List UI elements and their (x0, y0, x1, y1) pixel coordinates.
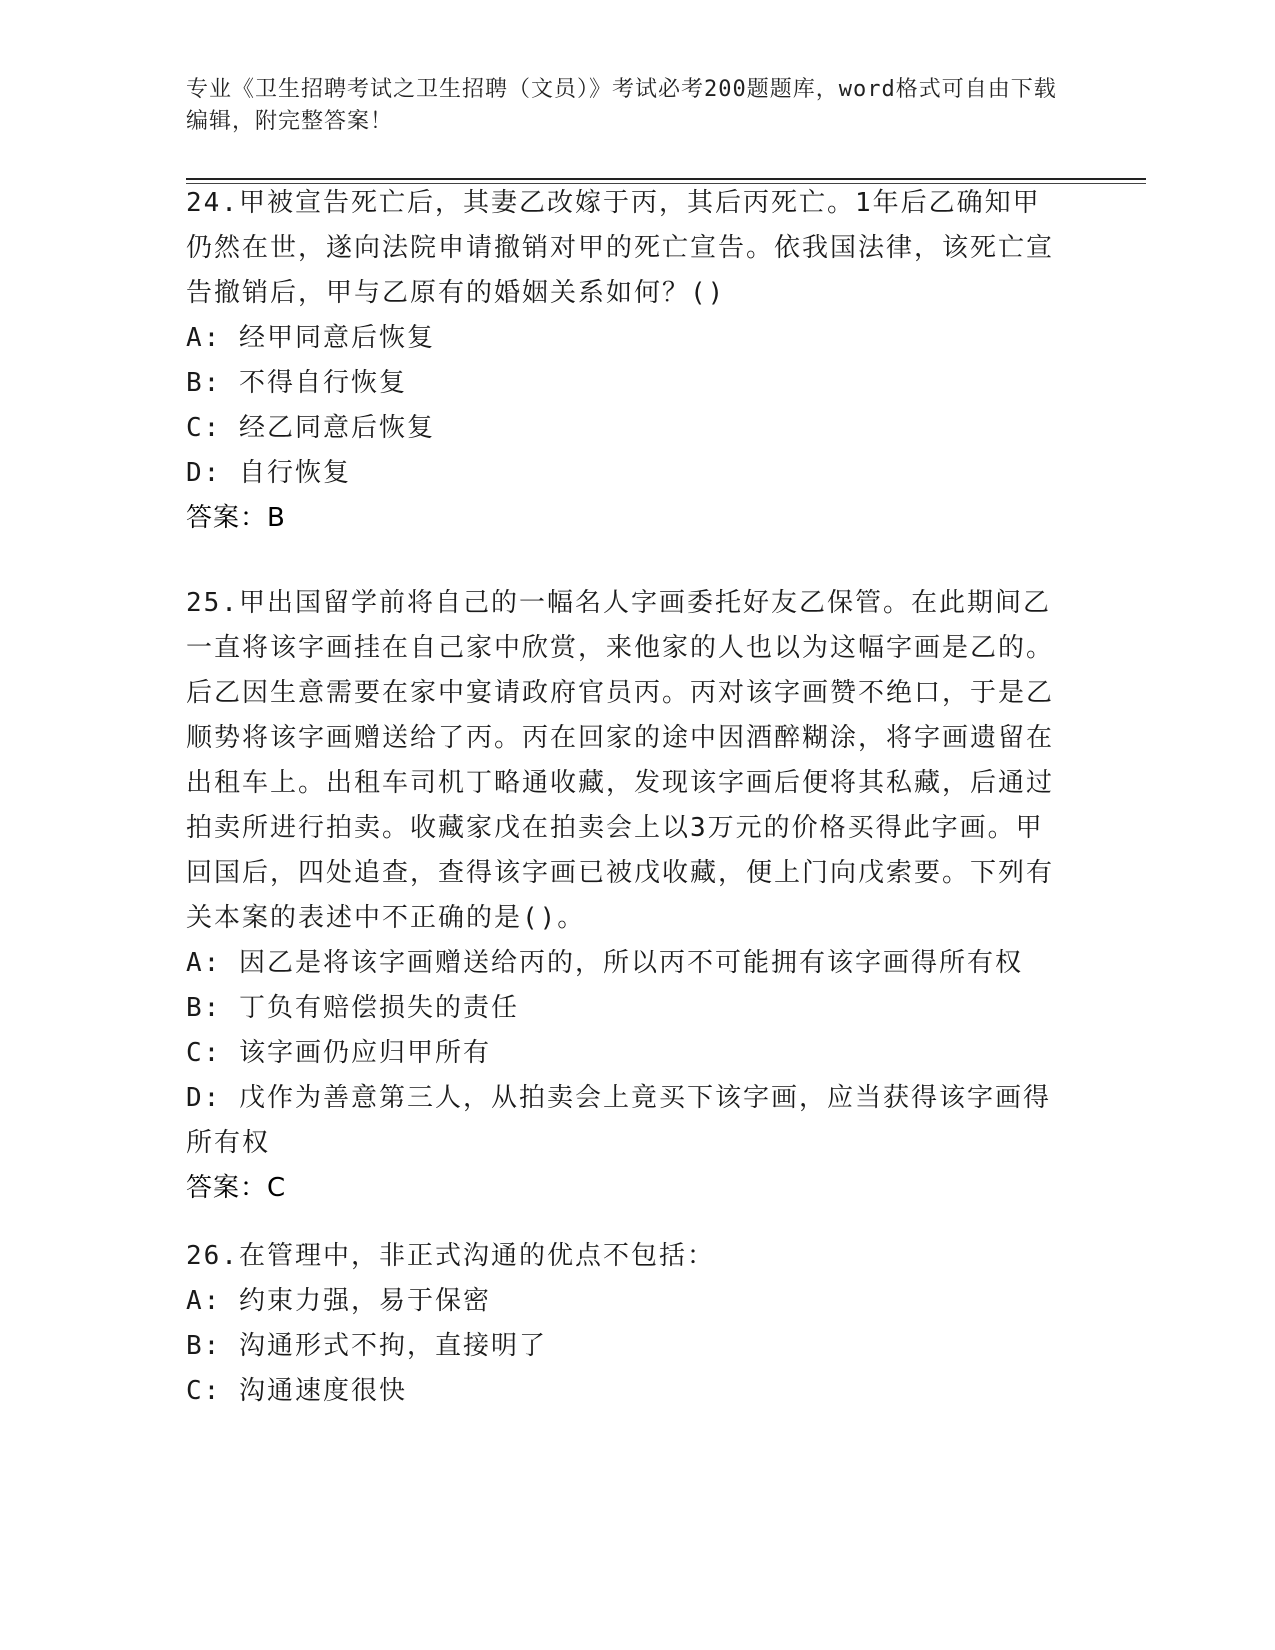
option-a: A: 因乙是将该字画赠送给丙的，所以丙不可能拥有该字画得所有权 (186, 948, 1023, 978)
question-26 (186, 1234, 1066, 1414)
header-rule-thick (186, 178, 1146, 180)
document-header: 专业《卫生招聘考试之卫生招聘（文员）》考试必考200题题库，word格式可自由下载编辑，附完整答案！ (186, 77, 1057, 134)
option-d: D: 自行恢复 (186, 458, 351, 488)
question-stem: 24.甲被宣告死亡后，其妻乙改嫁于丙，其后丙死亡。1年后乙确知甲仍然在世，遂向法院申请撤销对甲的死亡宣告。依我国法律，该死亡宣告撤销后，甲与乙原有的婚姻关系如何？() (186, 188, 1055, 308)
question-24 (186, 181, 1066, 541)
option-c: C: 经乙同意后恢复 (186, 413, 435, 443)
option-b: B: 丁负有赔偿损失的责任 (186, 993, 519, 1023)
question-stem: 25.甲出国留学前将自己的一幅名人字画委托好友乙保管。在此期间乙一直将该字画挂在自己家中欣赏，来他家的人也以为这幅字画是乙的。后乙因生意需要在家中宴请政府官员丙。丙对该字画赞不绝口，于是乙顺势将该字画赠送给了丙。丙在回家的途中因酒醉糊涂，将字画遗留在出租车上。出租车司机丁略通收藏，发现该字画后便将其私藏，后通过拍卖所进行拍卖。收藏家戊在拍卖会上以3万元的价格买得此字画。甲回国后，四处追查，查得该字画已被戊收藏，便上门向戊索要。下列有关本案的表述中不正确的是()。 (186, 588, 1055, 933)
answer: 答案：C (186, 1173, 287, 1203)
answer: 答案：B (186, 503, 286, 533)
option-b: B: 不得自行恢复 (186, 368, 407, 398)
option-b: B: 沟通形式不拘，直接明了 (186, 1331, 547, 1361)
option-a: A: 约束力强，易于保密 (186, 1286, 491, 1316)
option-c: C: 该字画仍应归甲所有 (186, 1038, 491, 1068)
option-a: A: 经甲同意后恢复 (186, 323, 435, 353)
question-25 (186, 581, 1066, 1211)
option-c: C: 沟通速度很快 (186, 1376, 407, 1406)
question-stem: 26.在管理中，非正式沟通的优点不包括： (186, 1241, 715, 1271)
option-d: D: 戊作为善意第三人，从拍卖会上竟买下该字画，应当获得该字画得所有权 (186, 1083, 1051, 1158)
